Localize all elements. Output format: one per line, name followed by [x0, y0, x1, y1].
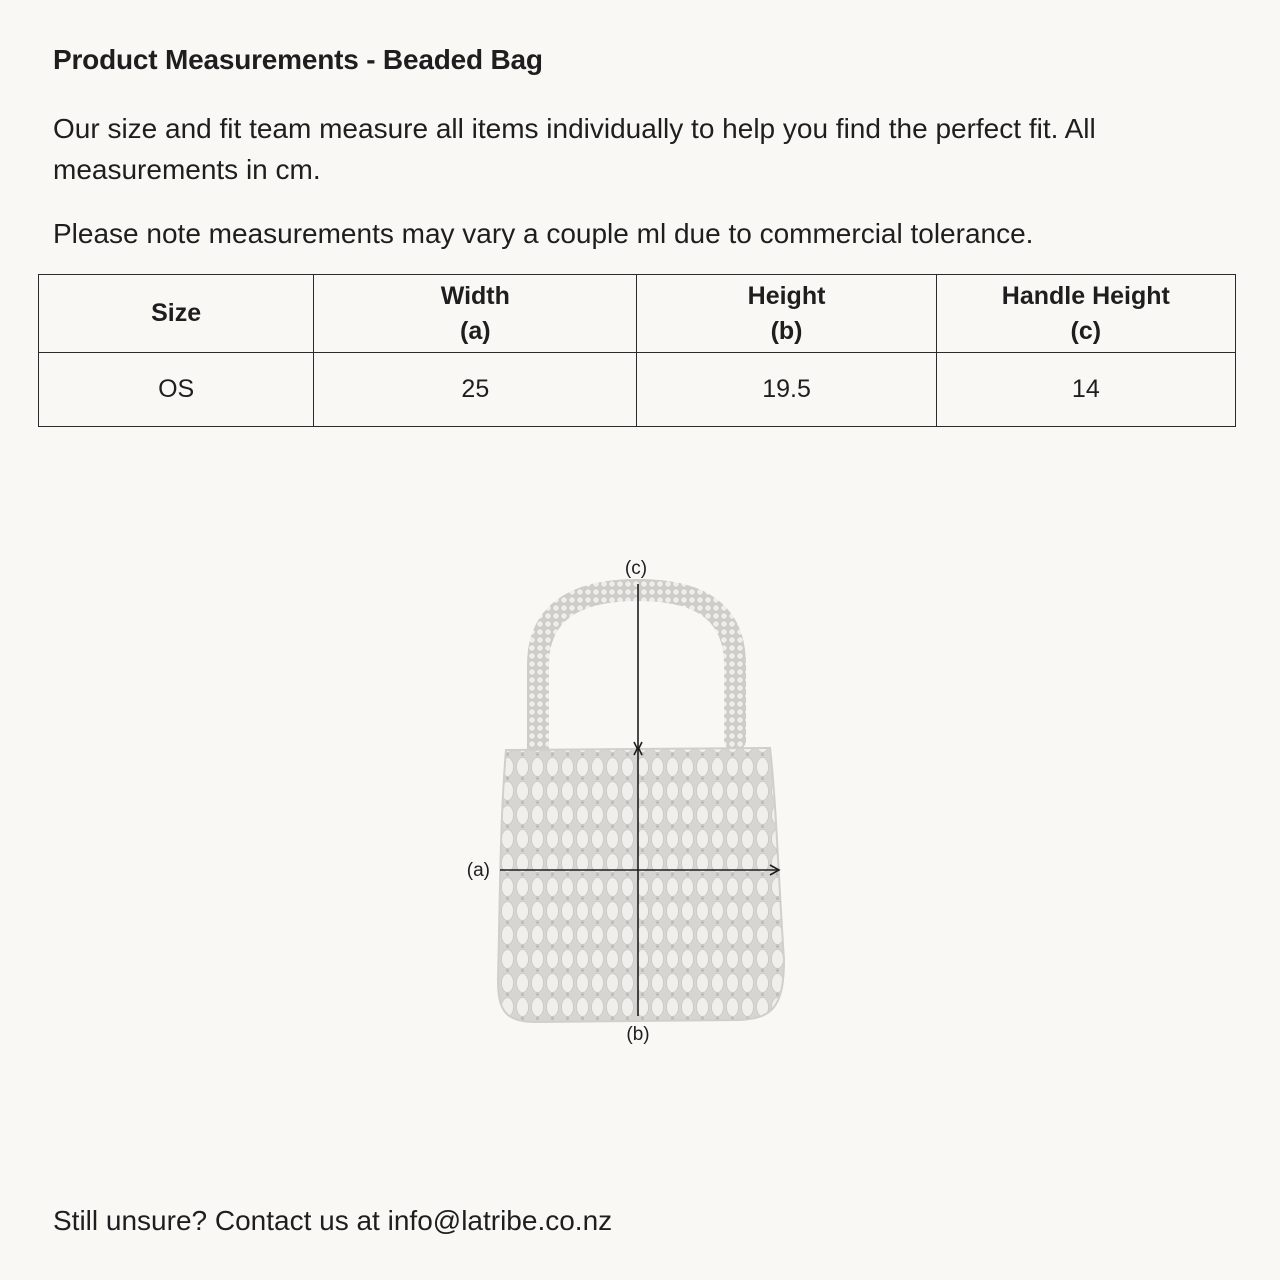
cell-size: OS: [39, 353, 314, 427]
measurements-table: [38, 274, 1236, 427]
header-width: [314, 275, 637, 353]
header-handle-height-key: (c): [1070, 316, 1102, 345]
cell-height: 19.5: [637, 353, 936, 427]
bag-body: [498, 748, 784, 1022]
header-handle-height-label: Handle Height: [1001, 281, 1170, 310]
height-label-b: (b): [626, 1024, 650, 1045]
cell-width: 25: [314, 353, 637, 427]
bag-measurement-diagram: [440, 540, 840, 1060]
cell-handle-height: 14: [936, 353, 1235, 427]
table-header-row: [39, 275, 1236, 353]
header-size-label: Size: [151, 299, 202, 327]
table-row: [39, 353, 1236, 427]
header-width-label: Width: [440, 281, 510, 310]
header-size: [39, 275, 314, 353]
tolerance-note: Please note measurements may vary a couple ml due to commercial tolerance.: [53, 218, 1034, 249]
header-handle-height: [936, 275, 1235, 353]
contact-footer: Still unsure? Contact us at info@latribe.co.nz: [53, 1205, 613, 1236]
bag-handle: [538, 590, 735, 755]
width-label-a: (a): [466, 860, 490, 881]
header-height-label: Height: [747, 281, 826, 310]
handle-height-label-c: (c): [624, 558, 648, 579]
header-height: [637, 275, 936, 353]
header-width-key: (a): [460, 316, 491, 345]
header-height-key: (b): [770, 316, 803, 345]
intro-text: Our size and fit team measure all items individually to help you find the perfect fit. All measurements in cm.: [53, 113, 1096, 185]
bag-diagram-svg: [440, 540, 840, 1060]
page-title: Product Measurements - Beaded Bag: [53, 44, 543, 75]
